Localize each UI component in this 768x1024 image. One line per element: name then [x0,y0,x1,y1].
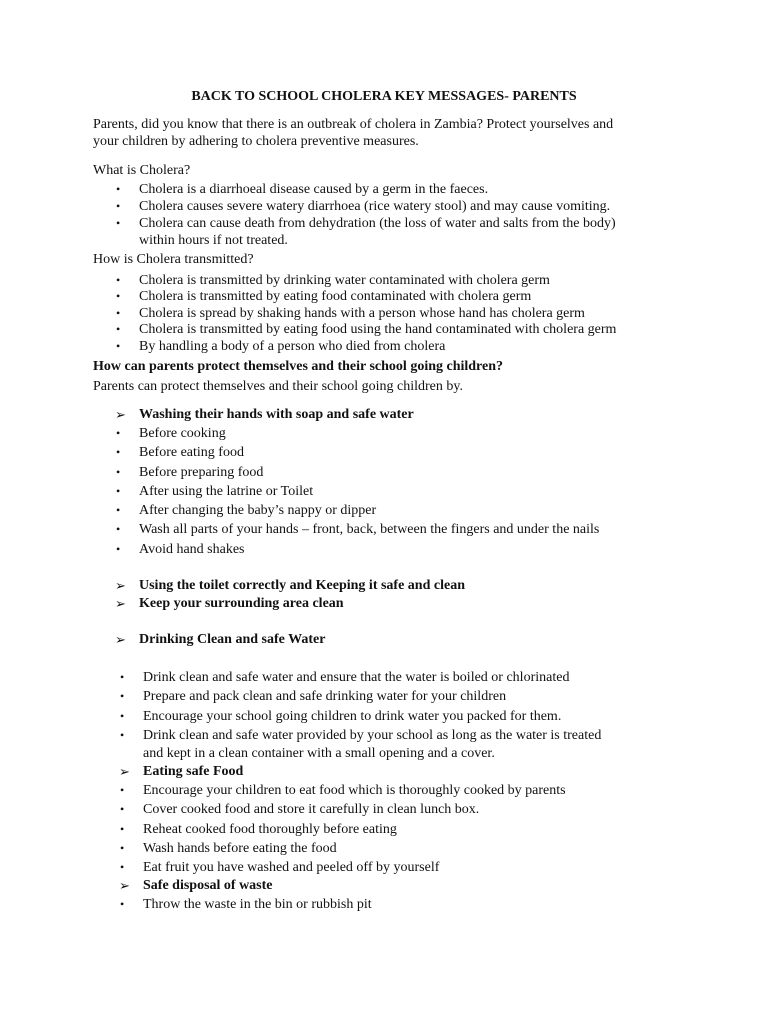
bullet-icon: • [116,273,121,287]
list-item: Throw the waste in the bin or rubbish pit [143,897,372,912]
list-item: Drink clean and safe water and ensure that the water is boiled or chlorinated [143,670,570,685]
arrow-bullet-icon: ➢ [115,407,126,422]
list-item: Encourage your school going children to drink water you packed for them. [143,709,562,724]
list-item: Drink clean and safe water provided by your school as long as the water is treated [143,728,602,743]
bullet-icon: • [116,484,121,498]
document-title: BACK TO SCHOOL CHOLERA KEY MESSAGES- PARENTS [191,89,577,104]
handwash-heading: Washing their hands with soap and safe water [139,407,414,422]
bullet-icon: • [116,182,121,196]
what-is-cholera-heading: What is Cholera? [93,163,191,178]
bullet-icon: • [116,199,121,213]
water-heading: Drinking Clean and safe Water [139,632,326,647]
bullet-icon: • [116,289,121,303]
arrow-bullet-icon: ➢ [115,578,126,593]
bullet-icon: • [116,322,121,336]
list-item: Wash hands before eating the food [143,841,337,856]
list-item: Cover cooked food and store it carefully in clean lunch box. [143,802,480,817]
list-item: Before eating food [139,445,244,460]
bullet-icon: • [120,822,125,836]
list-item-continuation: within hours if not treated. [139,233,288,248]
bullet-icon: • [116,306,121,320]
list-item: After using the latrine or Toilet [139,484,314,499]
list-item: Cholera is transmitted by eating food contaminated with cholera germ [139,289,532,304]
bullet-icon: • [120,689,125,703]
list-item: Wash all parts of your hands – front, back, between the fingers and under the nails [139,522,600,537]
bullet-icon: • [116,542,121,556]
bullet-icon: • [116,522,121,536]
list-item: Eat fruit you have washed and peeled off by yourself [143,860,440,875]
bullet-icon: • [120,783,125,797]
bullet-icon: • [116,216,121,230]
waste-heading: Safe disposal of waste [143,878,273,893]
bullet-icon: • [120,841,125,855]
list-item: By handling a body of a person who died from cholera [139,339,446,354]
bullet-icon: • [116,426,121,440]
arrow-bullet-icon: ➢ [119,764,130,779]
list-item: Cholera is transmitted by eating food using the hand contaminated with cholera germ [139,322,617,337]
list-item: Cholera causes severe watery diarrhoea (rice watery stool) and may cause vomiting. [139,199,611,214]
list-item-continuation: and kept in a clean container with a small opening and a cover. [143,746,495,761]
bullet-icon: • [116,445,121,459]
surrounding-heading: Keep your surrounding area clean [139,596,344,611]
list-item: Cholera is a diarrhoeal disease caused by a germ in the faeces. [139,182,489,197]
list-item: Encourage your children to eat food which is thoroughly cooked by parents [143,783,566,798]
protect-heading: How can parents protect themselves and their school going children? [93,359,504,374]
list-item: After changing the baby’s nappy or dipper [139,503,377,518]
intro-line-2: your children by adhering to cholera preventive measures. [93,134,419,149]
toilet-heading: Using the toilet correctly and Keeping it safe and clean [139,578,465,593]
bullet-icon: • [116,339,121,353]
bullet-icon: • [120,802,125,816]
bullet-icon: • [120,897,125,911]
arrow-bullet-icon: ➢ [119,878,130,893]
list-item: Before preparing food [139,465,264,480]
arrow-bullet-icon: ➢ [115,596,126,611]
list-item: Cholera is spread by shaking hands with a person whose hand has cholera germ [139,306,585,321]
how-transmitted-heading: How is Cholera transmitted? [93,252,254,267]
bullet-icon: • [120,709,125,723]
list-item: Before cooking [139,426,226,441]
protect-intro: Parents can protect themselves and their school going children by. [93,379,463,394]
bullet-icon: • [120,728,125,742]
arrow-bullet-icon: ➢ [115,632,126,647]
intro-line-1: Parents, did you know that there is an outbreak of cholera in Zambia? Protect yourselves and [93,117,614,132]
bullet-icon: • [120,670,125,684]
list-item: Avoid hand shakes [139,542,245,557]
bullet-icon: • [120,860,125,874]
list-item: Cholera can cause death from dehydration (the loss of water and salts from the body) [139,216,616,231]
bullet-icon: • [116,465,121,479]
list-item: Reheat cooked food thoroughly before eating [143,822,397,837]
food-heading: Eating safe Food [143,764,244,779]
list-item: Prepare and pack clean and safe drinking water for your children [143,689,507,704]
list-item: Cholera is transmitted by drinking water contaminated with cholera germ [139,273,550,288]
bullet-icon: • [116,503,121,517]
